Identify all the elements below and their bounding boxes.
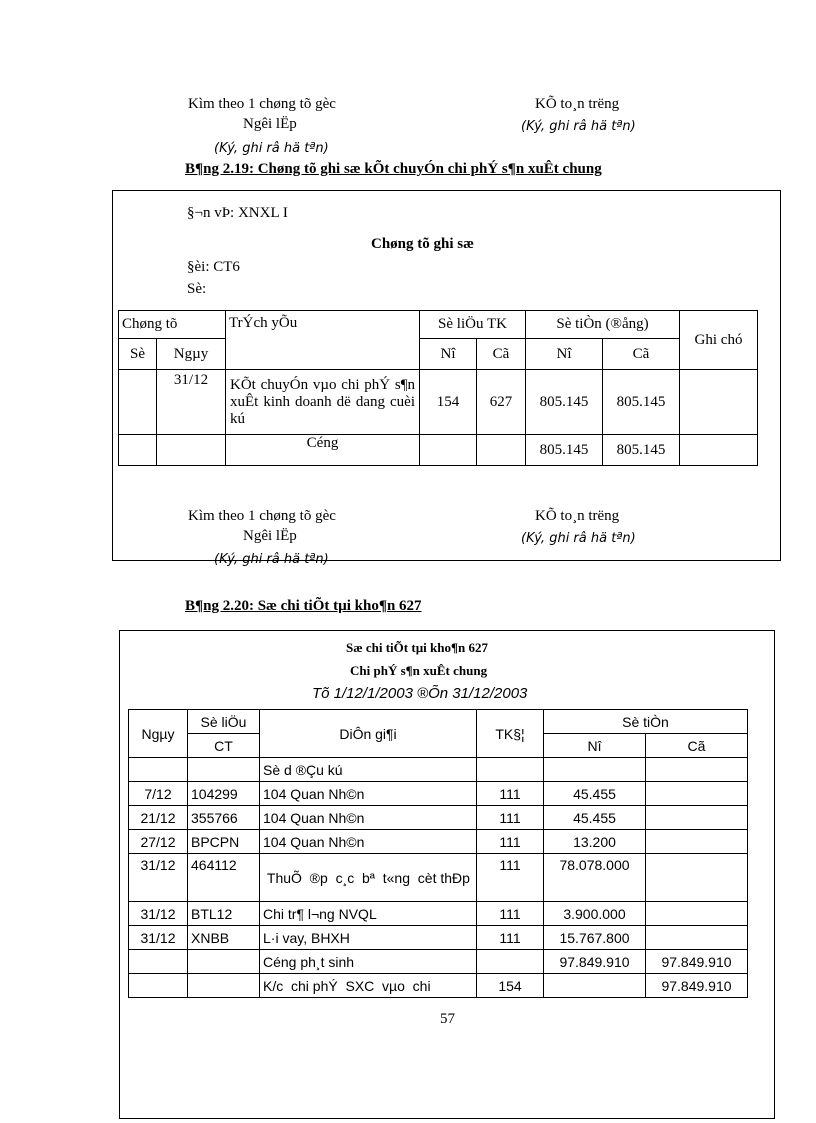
ledger-header-so-tien: Sè tiÒn	[544, 710, 748, 734]
header-tk-no: Nî	[420, 339, 477, 370]
ledger-row	[129, 902, 748, 926]
ledger-cell-co	[646, 782, 748, 806]
header-ghi-chu: Ghi chó	[680, 311, 758, 370]
page-number: 57	[440, 1011, 455, 1027]
voucher-header-row-2	[119, 339, 758, 370]
ledger-cell-no: 45.455	[544, 806, 646, 830]
ledger-cell-dien-giai: Céng ph¸t sinh	[260, 950, 477, 974]
voucher-number: §èi: CT6	[187, 259, 240, 275]
ledger-cell-ngay	[129, 758, 188, 782]
voucher-so-label: Sè:	[187, 281, 207, 297]
ledger-cell-co: 97.849.910	[646, 974, 748, 998]
top-chief-accountant-label: KÕ to¸n trëng	[535, 96, 620, 112]
ledger-cell-ct: 104299	[188, 782, 260, 806]
ledger-cell-ct: 464112	[188, 854, 260, 902]
header-chung-tu: Chøng tõ	[119, 311, 226, 339]
ledger-cell-dien-giai: 104 Quan Nh©n	[260, 806, 477, 830]
entry-tien-no: 805.145	[526, 370, 603, 435]
ledger-cell-no: 15.767.800	[544, 926, 646, 950]
ledger-cell-no: 3.900.000	[544, 902, 646, 926]
ledger-row	[129, 854, 748, 902]
ledger-header-row-1	[129, 710, 748, 734]
header-so-hieu-tk: Sè liÖu TK	[420, 311, 526, 339]
ledger-cell-co	[646, 854, 748, 902]
ledger-cell-co: 97.849.910	[646, 950, 748, 974]
voucher-entry-row	[119, 370, 758, 435]
ledger-header-so-hieu: Sè liÖu	[188, 710, 260, 734]
ledger-cell-ct: BTL12	[188, 902, 260, 926]
top-preparer-sign-hint: (Ký, ghi râ hä tªn)	[214, 141, 329, 156]
ledger-title: Sæ chi tiÕt tµi kho¶n 627	[346, 640, 489, 655]
ledger-cell-co	[646, 926, 748, 950]
voucher-chief-accountant-label: KÕ to¸n trëng	[535, 508, 620, 524]
ledger-cell-tk: 111	[477, 830, 544, 854]
ledger-cell-ct: XNBB	[188, 926, 260, 950]
caption-table-2-20: B¶ng 2.20: Sæ chi tiÕt tµi kho¶n 627	[185, 598, 422, 614]
ledger-cell-co	[646, 830, 748, 854]
ledger-cell-ct	[188, 974, 260, 998]
ledger-header-tkdu: TK§¦	[477, 710, 544, 758]
voucher-chief-accountant-sign-hint: (Ký, ghi râ hä tªn)	[521, 531, 636, 546]
entry-ngay: 31/12	[157, 370, 226, 435]
top-preparer-label: Ngêi lËp	[243, 116, 297, 132]
entry-so	[119, 370, 157, 435]
ledger-cell-tk: 111	[477, 782, 544, 806]
top-chief-accountant-sign-hint: (Ký, ghi râ hä tªn)	[521, 119, 636, 134]
voucher-table	[118, 310, 758, 466]
entry-tien-co: 805.145	[603, 370, 680, 435]
entry-tk-no: 154	[420, 370, 477, 435]
ledger-header-ngay: Ngµy	[129, 710, 188, 758]
ledger-cell-no: 97.849.910	[544, 950, 646, 974]
header-tk-co: Cã	[477, 339, 526, 370]
entry-trich-yeu: KÕt chuyÓn vµo chi phÝ s¶n xuÊt kinh doanh dë dang cuèi kú	[226, 370, 420, 435]
ledger-cell-tk	[477, 758, 544, 782]
ledger-row	[129, 758, 748, 782]
ledger-header-no: Nî	[544, 734, 646, 758]
ledger-cell-tk: 111	[477, 902, 544, 926]
voucher-title: Chøng tõ ghi sæ	[371, 236, 474, 252]
ledger-cell-ngay: 31/12	[129, 926, 188, 950]
ledger-table	[128, 709, 748, 998]
ledger-cell-ct	[188, 950, 260, 974]
ledger-cell-tk	[477, 950, 544, 974]
ledger-cell-dien-giai: L·i vay, BHXH	[260, 926, 477, 950]
ledger-cell-no	[544, 974, 646, 998]
header-ngay: Ngµy	[157, 339, 226, 370]
voucher-preparer-sign-hint: (Ký, ghi râ hä tªn)	[214, 552, 329, 567]
total-label: Céng	[226, 435, 420, 466]
ledger-cell-tk: 111	[477, 854, 544, 902]
header-so: Sè	[119, 339, 157, 370]
ledger-period: Tõ 1/12/1/2003 ®Õn 31/12/2003	[312, 685, 528, 702]
ledger-cell-ct: BPCPN	[188, 830, 260, 854]
ledger-cell-tk: 111	[477, 926, 544, 950]
ledger-cell-no	[544, 758, 646, 782]
ledger-header-dien-giai: DiÔn gi¶i	[260, 710, 477, 758]
ledger-cell-dien-giai: Sè d ®Çu kú	[260, 758, 477, 782]
top-attach-text: Kìm theo 1 chøng tõ gèc	[188, 96, 336, 112]
ledger-cell-dien-giai: 104 Quan Nh©n	[260, 830, 477, 854]
ledger-cell-no: 78.078.000	[544, 854, 646, 902]
ledger-cell-no: 45.455	[544, 782, 646, 806]
header-trich-yeu: TrÝch yÕu	[226, 311, 420, 370]
entry-ghi-chu	[680, 370, 758, 435]
ledger-cell-ngay: 31/12	[129, 902, 188, 926]
ledger-row-transfer	[129, 974, 748, 998]
ledger-cell-ngay	[129, 974, 188, 998]
ledger-cell-dien-giai: ThuÕ ®p c¸c bª t«ng cèt thÐp	[260, 854, 477, 902]
ledger-cell-ngay	[129, 950, 188, 974]
header-tien-co: Cã	[603, 339, 680, 370]
total-tien-no: 805.145	[526, 435, 603, 466]
ledger-cell-co	[646, 758, 748, 782]
voucher-total-row	[119, 435, 758, 466]
caption-table-2-19: B¶ng 2.19: Chøng tõ ghi sæ kÕt chuyÓn chi phÝ s¶n xuÊt chung	[185, 161, 602, 177]
ledger-cell-co	[646, 806, 748, 830]
voucher-header-row-1	[119, 311, 758, 339]
ledger-cell-tk: 154	[477, 974, 544, 998]
total-tien-co: 805.145	[603, 435, 680, 466]
ledger-row	[129, 926, 748, 950]
ledger-cell-no: 13.200	[544, 830, 646, 854]
ledger-cell-ct	[188, 758, 260, 782]
header-tien-no: Nî	[526, 339, 603, 370]
ledger-subtitle: Chi phÝ s¶n xuÊt chung	[350, 663, 488, 678]
ledger-cell-dien-giai: Chi tr¶ l¬ng NVQL	[260, 902, 477, 926]
voucher-unit: §¬n vÞ: XNXL I	[187, 205, 288, 221]
voucher-preparer-label: Ngêi lËp	[243, 528, 297, 544]
ledger-cell-ngay: 27/12	[129, 830, 188, 854]
voucher-attach-text: Kìm theo 1 chøng tõ gèc	[188, 508, 336, 524]
ledger-header-ct: CT	[188, 734, 260, 758]
entry-tk-co: 627	[477, 370, 526, 435]
ledger-cell-ngay: 31/12	[129, 854, 188, 902]
ledger-cell-ngay: 7/12	[129, 782, 188, 806]
ledger-row	[129, 782, 748, 806]
ledger-row	[129, 806, 748, 830]
ledger-cell-ct: 355766	[188, 806, 260, 830]
ledger-cell-dien-giai: 104 Quan Nh©n	[260, 782, 477, 806]
ledger-row-total	[129, 950, 748, 974]
ledger-cell-co	[646, 902, 748, 926]
ledger-row	[129, 830, 748, 854]
ledger-header-co: Cã	[646, 734, 748, 758]
ledger-cell-ngay: 21/12	[129, 806, 188, 830]
header-so-tien: Sè tiÒn (®ång)	[526, 311, 680, 339]
ledger-cell-dien-giai: K/c chi phÝ SXC vµo chi	[260, 974, 477, 998]
ledger-cell-tk: 111	[477, 806, 544, 830]
